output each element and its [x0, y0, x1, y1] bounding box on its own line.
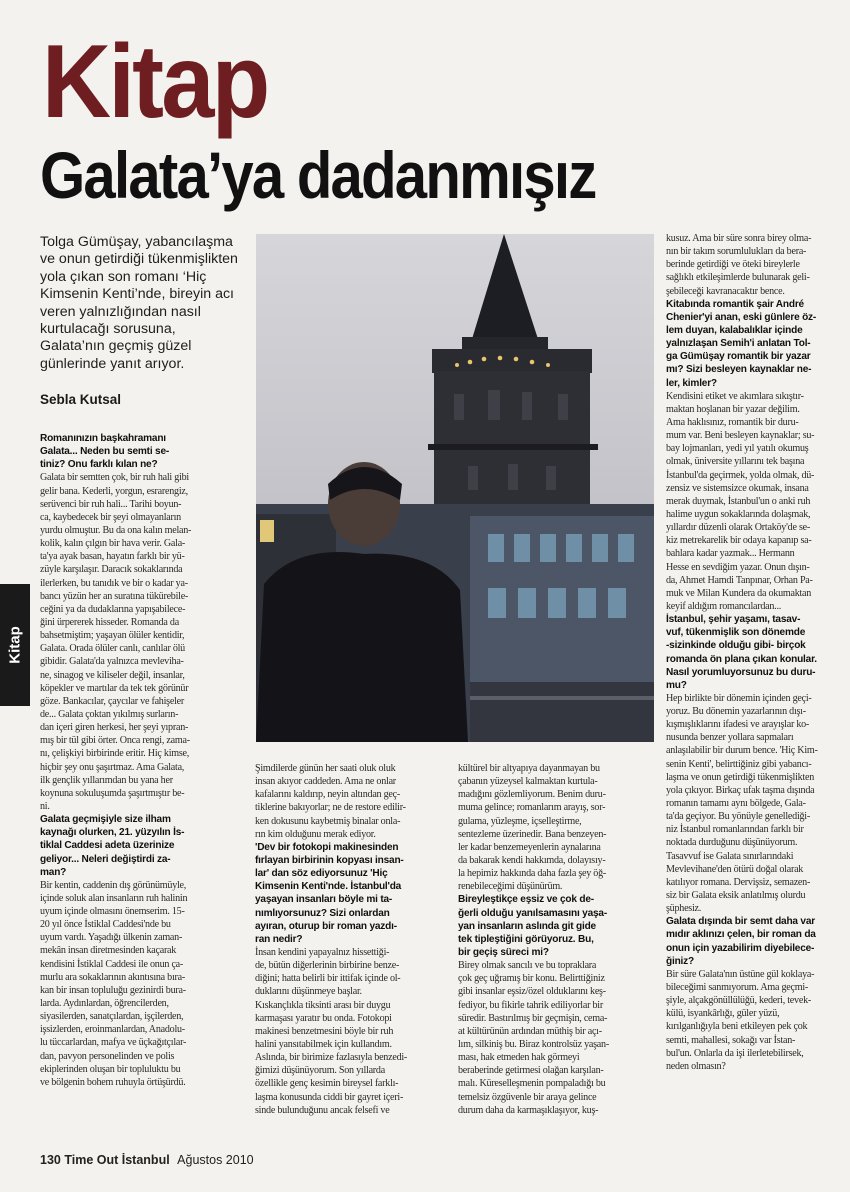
- question-line: ga Gümüşay romantik bir yazar: [666, 351, 811, 363]
- body-line: 20 yıl önce İstiklal Caddesi'nde bu: [40, 919, 171, 931]
- article-intro: Tolga Gümüşay, yabancılaşma ve onun getirdiği tükenmişlikten yola çıkan son romanı ‘Hiç Kimsenin Kenti’nde, bireyin acı veren yalnızlığından nasıl kurtulacağı sorusuna, Galata’nın geçmiş güzel günlerinde yanıt arıyor.: [40, 234, 238, 372]
- body-line: şüphesiz.: [666, 903, 702, 915]
- article-column-3: [458, 762, 658, 1117]
- page-number: 130: [40, 1153, 61, 1167]
- body-line: keyif aldığım romancılardan...: [666, 600, 781, 612]
- body-line: zensiz ve sistemsizce okumak, insana: [666, 482, 809, 494]
- body-line: ta'da geçiyor. Bu yönüyle genellediği-: [666, 811, 810, 823]
- body-line: karmaşası yaratır bu onda. Fotokopi: [255, 1012, 392, 1024]
- body-line: bahsetmiştim; yaşayan ölüler kentidir,: [40, 630, 185, 642]
- section-side-tab: [0, 584, 30, 706]
- body-line: at kültürünün ardından müthiş bir açı-: [458, 1025, 602, 1037]
- body-line: ması, hak etmeden hak görmeyi: [458, 1052, 580, 1064]
- body-line: koynuna sokuluşumda şaşırtmıştır be-: [40, 787, 185, 799]
- body-line: süredir. Bastırılmış bir geçmişin, cema-: [458, 1012, 608, 1024]
- body-line: bahlara kadar yazmak... Hermann: [666, 548, 795, 560]
- body-line: mış bir tül gibi örter. Onca rengi, zama-: [40, 735, 190, 747]
- body-line: külü, isyankârlığı, güler yüzü,: [666, 1008, 780, 1020]
- body-line: diğini; hatta belirli bir ittifak içinde ol-: [255, 973, 401, 985]
- question-line: tiniz? Onu farklı kılan ne?: [40, 459, 158, 471]
- question-line: mı? Sizi besleyen kaynaklar ne-: [666, 364, 812, 376]
- body-line: uyum vardı. Yaşadığı ülkenin zaman-: [40, 932, 183, 944]
- body-line: Galata bir semtten çok, bir ruh hali gibi: [40, 472, 189, 484]
- question-line: vuf, tükenmişlik son dönemde: [666, 627, 806, 639]
- question-line: onun için yazabilirim diyebilece-: [666, 942, 815, 954]
- body-line: uyum içinde olmasını önemserim. 15-: [40, 906, 185, 918]
- body-line: la hepimiz hakkında daha fazla şey öğ-: [458, 868, 607, 880]
- body-line: anlaşılabilir bir durum bence. 'Hiç Kim-: [666, 745, 818, 757]
- question-line: man?: [40, 866, 67, 878]
- question-line: Nasıl yorumluyorsunuz bu duru-: [666, 666, 816, 678]
- body-line: ğimizi düşünüyorum. Son yıllarda: [255, 1065, 385, 1077]
- body-line: çabanın yüzeysel kalmaktan kurtula-: [458, 776, 598, 788]
- question-line: ran nedir?: [255, 933, 303, 945]
- question-line: Galata dışında bir semt daha var: [666, 916, 815, 928]
- body-line: kan bir insan topluluğu gezinirdi bura-: [40, 984, 186, 996]
- body-line: sentezleme üzerinedir. Bana benzeyen-: [458, 828, 607, 840]
- body-line: fediyor, bu fikirle tahrik ediliyorlar bir: [458, 999, 603, 1011]
- body-line: duklarını düşünmeye başlar.: [255, 986, 362, 998]
- body-line: merak duymak, İstanbul'un o anki ruh: [666, 495, 811, 507]
- body-line: ceğini ya da dudaklarına yapışabilece-: [40, 603, 186, 615]
- body-line: noktada durduğunu düşünüyorum.: [666, 837, 798, 849]
- body-line: kırılganlığıyla beni etkileyen pek çok: [666, 1021, 808, 1033]
- question-line: ler, kimler?: [666, 377, 717, 389]
- body-line: köpekler ve martılar da tek tek görünür: [40, 682, 189, 694]
- body-line: niz İstanbul romanlarından farklı bir: [666, 824, 804, 836]
- body-line: Tasavvuf ise Galata sınırlarındaki: [666, 850, 794, 862]
- question-line: nımlıyorsunuz? Sizi onlardan: [255, 907, 390, 919]
- body-line: hiçbir şey onu şaşırtmaz. Ama Galata,: [40, 761, 185, 773]
- body-line: yola çıkıyor. Birkaç ufak taşma dışında: [666, 784, 815, 796]
- body-line: bay lojmanları, yedi yıl yatılı okumuş: [666, 443, 809, 455]
- body-line: nı, çelişkiyi birbirinde eritir. Hiç kimse,: [40, 748, 190, 760]
- body-line: kolik, kalın çılgın bir hava verir. Gala-: [40, 538, 186, 550]
- body-line: ğini ürpererek hisseder. Romanda da: [40, 616, 179, 628]
- question-line: ğerli olduğu yanılsamasını yaşa-: [458, 907, 607, 919]
- question-line: tek tipleştiğini görüyoruz. Bu,: [458, 933, 594, 945]
- body-line: sağlıklı etkileşimlerde bulunarak geli-: [666, 272, 810, 284]
- body-line: katılıyor romana. Dervişsiz, semazen-: [666, 876, 811, 888]
- body-line: İstanbul'da geçirmek, yolda olmak, dü-: [666, 469, 815, 481]
- body-line: yıllardır düzenli olarak Ortaköy'de se-: [666, 522, 810, 534]
- question-line: ğiniz?: [666, 955, 694, 967]
- photo-illustration: [256, 234, 654, 742]
- body-line: Birey olmak sancılı ve bu topraklara: [458, 960, 597, 972]
- body-line: Hesse en sevdiğim yazar. Onun dışın-: [666, 561, 810, 573]
- question-line: Kitabında romantik şair André: [666, 298, 804, 310]
- question-line: Bireyleştikçe eşsiz ve çok de-: [458, 894, 594, 906]
- body-line: ve bölgenin bohem ruhuyla örtüşürdü.: [40, 1076, 186, 1088]
- body-line: dan içeri giren herkesi, her şeyi yıpran-: [40, 722, 189, 734]
- body-line: kiz metrekarelik bir odaya kapanıp sa-: [666, 535, 812, 547]
- question-line: ayıran, oturup bir roman yazdı-: [255, 920, 397, 932]
- body-line: halime uygun sokaklarında dolaşmak,: [666, 508, 811, 520]
- byline: Sebla Kutsal: [40, 392, 122, 407]
- question-line: 'Dev bir fotokopi makinesinden: [255, 841, 399, 853]
- body-line: senin Kenti', belirttiğiniz gibi yabancı-: [666, 758, 812, 770]
- question-line: mu?: [666, 679, 687, 691]
- body-line: kafalarını kaldırıp, neyin altından geç-: [255, 789, 400, 801]
- body-line: Kıskançlıkla tiksinti arası bir duygu: [255, 999, 391, 1011]
- body-line: da, Ahmet Hamdi Tanpınar, Orhan Pa-: [666, 574, 813, 586]
- article-headline: Galata’ya dadanmışız: [40, 138, 596, 212]
- body-line: ne, sinagog ve kiliseler değil, insanlar,: [40, 669, 185, 681]
- question-line: lem duyan, kalabalıklar içinde: [666, 324, 803, 336]
- side-tab-label: Kitap: [6, 626, 24, 664]
- body-line: yoruz. Bu dönemin yazarlarının dışı-: [666, 706, 806, 718]
- body-line: semti, mahallesi, sokağı var İstan-: [666, 1034, 796, 1046]
- body-line: yurdu olmuştur. Bu da ona kalın melan-: [40, 524, 192, 536]
- body-line: Hep birlikte bir dönemin içinden geçi-: [666, 692, 812, 704]
- body-line: halini yansıtabilmek için kullandım.: [255, 1038, 392, 1050]
- body-line: mum var. Beni besleyen kaynaklar; su-: [666, 430, 815, 442]
- body-line: şiyle, alçakgönüllülüğü, kederi, tevek-: [666, 995, 811, 1007]
- body-line: de... Galata çoktan yıkılmış surların-: [40, 708, 179, 720]
- body-line: da bakarak kendi hakkımda, dolayısıy-: [458, 854, 606, 866]
- question-line: lar' dan söz ediyorsunuz 'Hiç: [255, 868, 388, 880]
- body-line: gibi insanlar eşsiz/özel olduklarını keş-: [458, 986, 606, 998]
- body-line: renebileceğimi düşünürüm.: [458, 881, 563, 893]
- body-line: Ama haklısınız, romantik bir duru-: [666, 416, 799, 428]
- body-line: bancı yüzün her an suratına tükürebile-: [40, 590, 189, 602]
- body-line: maktan hoşlanan bir yazar değilim.: [666, 403, 800, 415]
- body-line: dan, pavyon personelinden ve polis: [40, 1050, 175, 1062]
- body-line: Galata. Orada ölüler canlı, canlılar ölü: [40, 643, 185, 655]
- body-line: bul'un. Onlarla da işi ilerletebilirsek,: [666, 1047, 804, 1059]
- question-line: İstanbul, şehir yaşamı, tasav-: [666, 614, 801, 626]
- body-line: Aslında, bir birimize fazlasıyla benzedi-: [255, 1052, 408, 1064]
- body-line: içinde soluk alan insanların ruh halinin: [40, 892, 188, 904]
- body-line: nın bir takım sorumlulukları da bera-: [666, 246, 807, 258]
- body-line: neden olmasın?: [666, 1060, 726, 1072]
- body-line: insan akıyor caddeden. Ama ne onlar: [255, 776, 396, 788]
- body-line: Bir süre Galata'nın üstüne gül koklaya-: [666, 968, 815, 980]
- body-line: çok geç uğramış bir konu. Belirttiğiniz: [458, 973, 605, 985]
- body-line: özellikle genç kesimin bireysel farklı-: [255, 1078, 399, 1090]
- question-line: kaynağı olurken, 21. yüzyılın İs-: [40, 827, 185, 839]
- body-line: laşma ve onun getirdiği tükenmişlikten: [666, 771, 815, 783]
- body-line: madığını gözlemliyorum. Benim duru-: [458, 789, 606, 801]
- question-line: fırlayan birbirinin kopyası insan-: [255, 854, 404, 866]
- body-line: mekân insan diretmesinden kaçarak: [40, 945, 177, 957]
- body-line: ilerlerken, bu tanıdık ve bir o kadar ya-: [40, 577, 188, 589]
- body-line: durum daha da karmaşıklaşıyor, kuş-: [458, 1104, 599, 1116]
- body-line: temelsiz özgüvenle bir araya gelince: [458, 1091, 597, 1103]
- body-line: ler kadar benzemeyenlerin aynalarına: [458, 841, 601, 853]
- question-line: Galata... Neden bu semti se-: [40, 446, 170, 458]
- body-line: siyasilerden, sanatçılardan, işçilerden,: [40, 1011, 184, 1023]
- body-line: ilk gençlik yıllarımdan bu yana her: [40, 774, 173, 786]
- body-line: göze. Bankacılar, çaycılar ve fahişeler: [40, 695, 184, 707]
- body-line: ni.: [40, 800, 50, 812]
- galata-tower-photo: [256, 234, 654, 742]
- body-line: züyle karşılaşır. Daracık sokaklarında: [40, 564, 183, 576]
- body-line: lım, silkiniş bu. Biraz kontrolsüz yaşan-: [458, 1038, 609, 1050]
- body-line: lu tüccarlardan, mafya ve üçkağıtçılar-: [40, 1037, 187, 1049]
- body-line: serüvenci bir ruh hali... Tarihi boyun-: [40, 498, 182, 510]
- body-line: ta'ya ayak basan, hayatın farklı bir yü-: [40, 551, 185, 563]
- body-line: kışmışlıklarını ifadesi ve arayışlar ko-: [666, 719, 810, 731]
- body-line: İnsan kendini yapayalnız hissettiği-: [255, 946, 390, 958]
- question-line: bir geçiş süreci mi?: [458, 946, 549, 958]
- body-line: Kendisini etiket ve akımlara sıkıştır-: [666, 390, 804, 402]
- body-line: gelir bana. Kederli, yorgun, esrarengiz,: [40, 485, 188, 497]
- body-line: muk ve Milan Kundera da okumaktan: [666, 587, 812, 599]
- body-line: şebileceği kavranacaktır bence.: [666, 285, 785, 297]
- article-column-4: [666, 232, 842, 1073]
- body-line: kültürel bir altyapıya dayanmayan bu: [458, 763, 600, 774]
- body-line: romanın tamamı aynı bölgede, Gala-: [666, 798, 806, 810]
- body-line: Şimdilerde günün her saati oluk oluk: [255, 763, 396, 774]
- question-line: Kimsenin Kenti'nde. İstanbul'da: [255, 881, 402, 893]
- body-line: olmak, üniversite yıllarını tek başına: [666, 456, 805, 468]
- section-title: Kitap: [42, 24, 268, 140]
- question-line: Galata geçmişiyle size ilham: [40, 814, 171, 826]
- body-line: kendisini İstiklal Caddesi ile onun ça-: [40, 958, 184, 970]
- question-line: -sizinkinde olduğu gibi- birçok: [666, 640, 806, 652]
- question-line: yaşayan insanları böyle mi ta-: [255, 894, 393, 906]
- question-line: geliyor... Neleri değiştirdi za-: [40, 853, 171, 865]
- article-column-2: [255, 762, 453, 1117]
- body-line: Mevlevihane'den ötürü doğal olarak: [666, 863, 804, 875]
- question-line: mıdır aklınızı çelen, bir roman da: [666, 929, 816, 941]
- question-line: Chenier'yi anan, eski günlere öz-: [666, 311, 817, 323]
- body-line: larda. Aydınlardan, öğrencilerden,: [40, 998, 169, 1010]
- body-line: siz bir Galata eksik anlatılmış olurdu: [666, 890, 806, 902]
- body-line: berinde getirdiği ve öteki bireylerle: [666, 259, 800, 271]
- body-line: sinde bulunduğunu ancak felsefi ve: [255, 1104, 390, 1116]
- page-footer: [40, 1153, 254, 1167]
- magazine-name: Time Out İstanbul: [64, 1153, 170, 1167]
- body-line: de, bütün diğerlerinin birbirine benze-: [255, 960, 400, 972]
- body-line: kusuz. Ama bir süre sonra birey olma-: [666, 233, 812, 244]
- body-line: Bir kentin, caddenin dış görünümüyle,: [40, 879, 187, 891]
- question-line: yan insanların aslında git gide: [458, 920, 596, 932]
- body-line: muma gelince; romanlarım arayış, sor-: [458, 802, 606, 814]
- body-line: beraberinde getirmesi olağan karşılan-: [458, 1065, 604, 1077]
- body-line: tiklerine bakıyorlar; ne de restore edilir-: [255, 802, 406, 814]
- body-line: malı. Küreselleşmenin pompaladığı bu: [458, 1078, 606, 1090]
- issue-date: Ağustos 2010: [177, 1153, 254, 1167]
- body-line: ca, kaybedecek bir şeyi olmayanların: [40, 511, 181, 523]
- body-line: rın kim olduğunu merak ediyor.: [255, 828, 376, 840]
- body-line: işsizlerden, eroinmanlardan, Anadolu-: [40, 1024, 185, 1036]
- question-line: tiklal Caddesi adeta üzerinize: [40, 840, 175, 852]
- body-line: makinesi benzetmesini böyle bir ruh: [255, 1025, 394, 1037]
- body-line: nusunda benzer yollara sapmaları: [666, 732, 794, 744]
- body-line: bileceğimi sanmıyorum. Ama geçmi-: [666, 982, 808, 994]
- body-line: murlu ara sokaklarının akıntısına bıra-: [40, 971, 185, 983]
- body-line: ekiplerinden oluşan bir topluluktu bu: [40, 1063, 181, 1075]
- body-line: ken dokusunu kaybetmiş binalar onla-: [255, 815, 401, 827]
- question-line: Romanınızın başkahramanı: [40, 433, 166, 444]
- question-line: yalnızlaşan Semih'i anlatan Tol-: [666, 338, 811, 350]
- body-line: gulama, yüzleşme, içselleştirme,: [458, 815, 582, 827]
- body-line: laşma konusunda ciddi bir gayret içeri-: [255, 1091, 404, 1103]
- question-line: romanda ön plana çıkan konular.: [666, 653, 817, 665]
- body-line: gibidir. Galata'da yalnızca mevleviha-: [40, 656, 184, 668]
- article-column-1: [40, 432, 245, 1089]
